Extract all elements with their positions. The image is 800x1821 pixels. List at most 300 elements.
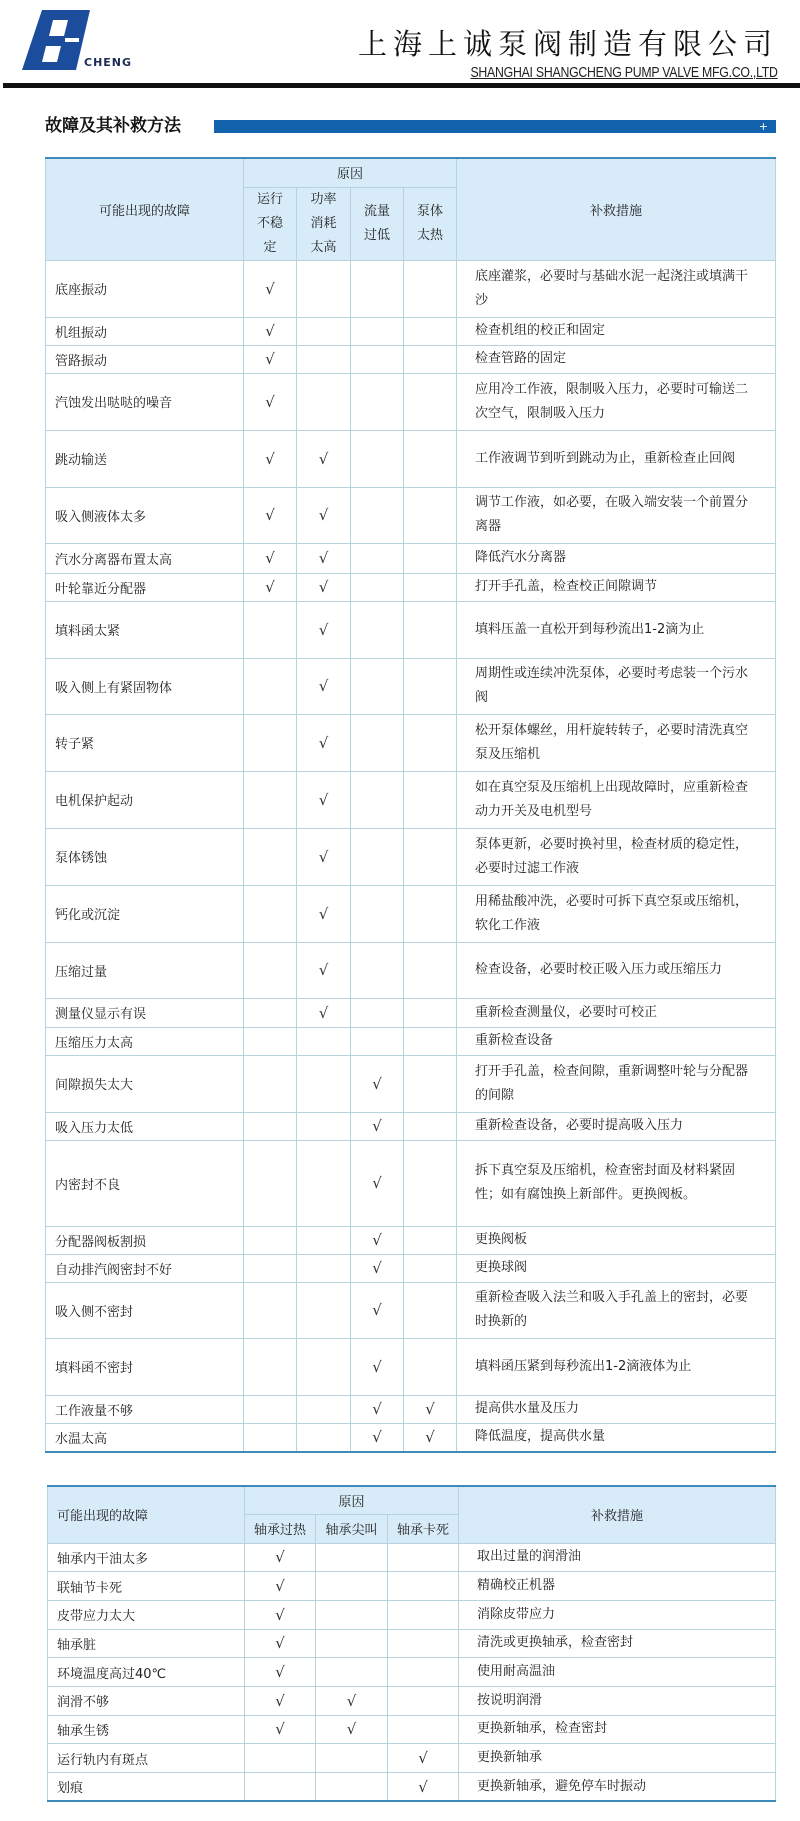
table-row bbox=[46, 1055, 776, 1112]
cause-cell bbox=[351, 1112, 404, 1140]
check-mark-icon: √ bbox=[425, 1400, 435, 1418]
plus-icon: + bbox=[758, 120, 768, 133]
cause-cell bbox=[404, 942, 457, 998]
fault-cell: 轴承生锈 bbox=[48, 1715, 245, 1744]
remedy-cell: 周期性或连续冲洗泵体，必要时考虑装一个污水阀 bbox=[457, 658, 776, 714]
cause-cell bbox=[297, 373, 351, 430]
cause-cell bbox=[245, 1715, 316, 1744]
check-mark-icon: √ bbox=[265, 350, 275, 368]
check-mark-icon: √ bbox=[318, 506, 329, 524]
cause-cell bbox=[351, 601, 404, 658]
cause-cell bbox=[404, 828, 457, 885]
fault-cell: 汽蚀发出哒哒的噪音 bbox=[46, 373, 244, 430]
cause-header-1: 轴承过热 bbox=[245, 1514, 316, 1543]
cause-cell bbox=[244, 317, 297, 345]
cause-cell bbox=[297, 1423, 351, 1452]
fault-cell: 吸入侧上有紧固物体 bbox=[46, 658, 244, 714]
cause-cell bbox=[297, 317, 351, 345]
fault-cell: 内密封不良 bbox=[46, 1140, 244, 1226]
fault-cell: 压缩压力太高 bbox=[46, 1027, 244, 1055]
fault-cell: 分配器阀板割损 bbox=[46, 1226, 244, 1254]
check-mark-icon: √ bbox=[318, 449, 329, 468]
check-mark-icon: √ bbox=[372, 1259, 382, 1277]
remedy-cell: 提高供水量及压力 bbox=[457, 1395, 776, 1423]
cause-cell bbox=[388, 1600, 459, 1629]
check-mark-icon: √ bbox=[275, 1663, 285, 1682]
cause-cell bbox=[351, 998, 404, 1027]
table-row bbox=[46, 1282, 776, 1338]
check-mark-icon: √ bbox=[346, 1691, 357, 1710]
remedy-cell: 重新检查设备，必要时提高吸入压力 bbox=[457, 1112, 776, 1140]
remedy-cell: 使用耐高温油 bbox=[459, 1658, 776, 1687]
cause-cell bbox=[297, 714, 351, 771]
fault-cell: 润滑不够 bbox=[48, 1686, 245, 1715]
cause-cell bbox=[316, 1686, 388, 1715]
cause-cell bbox=[351, 1282, 404, 1338]
table-row bbox=[46, 345, 776, 373]
cause-cell bbox=[244, 942, 297, 998]
check-mark-icon: √ bbox=[318, 961, 329, 979]
cause-cell bbox=[316, 1629, 388, 1658]
remedy-cell: 重新检查设备 bbox=[457, 1027, 776, 1055]
fault-cell: 压缩过量 bbox=[46, 942, 244, 998]
table-row bbox=[48, 1773, 776, 1802]
fault-cell: 间隙损失太大 bbox=[46, 1055, 244, 1112]
fault-column-header: 可能出现的故障 bbox=[48, 1486, 245, 1543]
check-mark-icon: √ bbox=[346, 1720, 357, 1739]
cause-cell bbox=[244, 543, 297, 573]
cause-cell bbox=[404, 1395, 457, 1423]
cause-cell bbox=[297, 942, 351, 998]
cause-cell bbox=[388, 1658, 459, 1687]
table-row bbox=[46, 1027, 776, 1055]
cause-cell bbox=[404, 714, 457, 771]
fault-cell: 运行轨内有斑点 bbox=[48, 1744, 245, 1773]
company-logo bbox=[20, 8, 145, 76]
cause-cell bbox=[297, 1338, 351, 1395]
check-mark-icon: √ bbox=[318, 904, 329, 923]
cause-cell bbox=[244, 345, 297, 373]
table-row bbox=[46, 998, 776, 1027]
check-mark-icon: √ bbox=[372, 1231, 382, 1249]
fault-cell: 跳动输送 bbox=[46, 430, 244, 487]
section-title: 故障及其补救方法 bbox=[45, 116, 181, 136]
table-row bbox=[48, 1600, 776, 1629]
cause-cell bbox=[316, 1773, 388, 1802]
fault-cell: 电机保护起动 bbox=[46, 771, 244, 828]
cause-cell bbox=[404, 601, 457, 658]
cause-cell bbox=[351, 317, 404, 345]
cause-cell bbox=[404, 1112, 457, 1140]
cause-cell bbox=[404, 1140, 457, 1226]
table-row bbox=[46, 1254, 776, 1282]
cause-cell bbox=[297, 487, 351, 543]
cause-cell bbox=[351, 714, 404, 771]
cause-cell bbox=[351, 373, 404, 430]
cause-cell bbox=[388, 1686, 459, 1715]
cause-cell bbox=[351, 430, 404, 487]
cause-cell bbox=[297, 1254, 351, 1282]
fault-cell: 转子紧 bbox=[46, 714, 244, 771]
fault-cell: 工作液量不够 bbox=[46, 1395, 244, 1423]
cause-cell bbox=[351, 1254, 404, 1282]
check-mark-icon: √ bbox=[265, 549, 275, 567]
cause-cell bbox=[351, 885, 404, 942]
remedy-cell: 更换新轴承，检查密封 bbox=[459, 1715, 776, 1744]
fault-column-header: 可能出现的故障 bbox=[46, 158, 244, 260]
check-mark-icon: √ bbox=[418, 1749, 428, 1768]
cause-cell bbox=[351, 1395, 404, 1423]
remedy-cell: 取出过量的润滑油 bbox=[459, 1543, 776, 1572]
remedy-cell: 消除皮带应力 bbox=[459, 1600, 776, 1629]
cause-cell bbox=[404, 998, 457, 1027]
cause-header-3: 流量过低 bbox=[351, 187, 404, 260]
cause-cell bbox=[404, 1055, 457, 1112]
fault-cell: 叶轮靠近分配器 bbox=[46, 573, 244, 601]
cause-cell bbox=[244, 1027, 297, 1055]
check-mark-icon: √ bbox=[318, 677, 329, 695]
cause-cell bbox=[245, 1600, 316, 1629]
logo-mark-icon bbox=[20, 8, 145, 76]
cause-cell bbox=[244, 487, 297, 543]
cause-cell bbox=[404, 543, 457, 573]
cause-cell bbox=[244, 885, 297, 942]
cause-cell bbox=[244, 1395, 297, 1423]
cause-cell bbox=[388, 1744, 459, 1773]
fault-cell: 泵体锈蚀 bbox=[46, 828, 244, 885]
check-mark-icon: √ bbox=[318, 620, 329, 639]
cause-cell bbox=[244, 601, 297, 658]
remedy-cell: 重新检查测量仪，必要时可校正 bbox=[457, 998, 776, 1027]
table-row bbox=[48, 1572, 776, 1601]
cause-cell bbox=[404, 1254, 457, 1282]
table-row bbox=[46, 543, 776, 573]
table-row bbox=[46, 942, 776, 998]
remedy-cell: 用稀盐酸冲洗，必要时可拆下真空泵或压缩机，软化工作液 bbox=[457, 885, 776, 942]
table-row bbox=[48, 1715, 776, 1744]
remedy-column-header: 补救措施 bbox=[457, 158, 776, 260]
cause-header-1: 运行不稳定 bbox=[244, 187, 297, 260]
cause-cell bbox=[404, 573, 457, 601]
table-row bbox=[46, 317, 776, 345]
cause-cell bbox=[297, 543, 351, 573]
remedy-cell: 降低温度，提高供水量 bbox=[457, 1423, 776, 1452]
table-row bbox=[46, 1423, 776, 1452]
cause-cell bbox=[351, 345, 404, 373]
remedy-cell: 打开手孔盖，检查校正间隙调节 bbox=[457, 573, 776, 601]
cause-header-2: 轴承尖叫 bbox=[316, 1514, 388, 1543]
header-divider bbox=[3, 83, 800, 88]
fault-cell: 填料函太紧 bbox=[46, 601, 244, 658]
cause-cell bbox=[351, 1226, 404, 1254]
cause-cell bbox=[351, 771, 404, 828]
fault-table-pump bbox=[45, 157, 776, 1453]
fault-cell: 汽水分离器布置太高 bbox=[46, 543, 244, 573]
remedy-cell: 降低汽水分离器 bbox=[457, 543, 776, 573]
cause-cell bbox=[297, 1140, 351, 1226]
remedy-cell: 更换阀板 bbox=[457, 1226, 776, 1254]
cause-cell bbox=[297, 1055, 351, 1112]
check-mark-icon: √ bbox=[265, 506, 275, 524]
check-mark-icon: √ bbox=[318, 549, 329, 567]
section-title-bar bbox=[214, 120, 776, 133]
remedy-cell: 填料压盖一直松开到每秒流出1-2滴为止 bbox=[457, 601, 776, 658]
table-row bbox=[46, 1226, 776, 1254]
cause-header-4: 泵体太热 bbox=[404, 187, 457, 260]
cause-cell bbox=[244, 714, 297, 771]
cause-cell bbox=[245, 1744, 316, 1773]
cause-cell bbox=[316, 1658, 388, 1687]
fault-cell: 填料函不密封 bbox=[46, 1338, 244, 1395]
cause-cell bbox=[245, 1686, 316, 1715]
table-row bbox=[46, 487, 776, 543]
table-row bbox=[46, 771, 776, 828]
cause-cell bbox=[351, 942, 404, 998]
check-mark-icon: √ bbox=[318, 847, 329, 866]
cause-cell bbox=[388, 1629, 459, 1658]
table-row bbox=[46, 373, 776, 430]
fault-cell: 管路振动 bbox=[46, 345, 244, 373]
cause-cell bbox=[297, 260, 351, 317]
cause-cell bbox=[351, 1338, 404, 1395]
check-mark-icon: √ bbox=[265, 392, 275, 411]
cause-cell bbox=[297, 1027, 351, 1055]
fault-cell: 底座振动 bbox=[46, 260, 244, 317]
fault-table-bearing bbox=[47, 1485, 776, 1802]
check-mark-icon: √ bbox=[318, 790, 329, 809]
cause-cell bbox=[404, 1338, 457, 1395]
cause-header-3: 轴承卡死 bbox=[388, 1514, 459, 1543]
table-row bbox=[48, 1543, 776, 1572]
cause-cell bbox=[404, 487, 457, 543]
check-mark-icon: √ bbox=[275, 1634, 285, 1653]
fault-cell: 轴承脏 bbox=[48, 1629, 245, 1658]
cause-cell bbox=[244, 1055, 297, 1112]
cause-cell bbox=[244, 998, 297, 1027]
check-mark-icon: √ bbox=[418, 1777, 428, 1796]
table-row bbox=[46, 714, 776, 771]
fault-cell: 皮带应力太大 bbox=[48, 1600, 245, 1629]
check-mark-icon: √ bbox=[275, 1691, 285, 1710]
cause-cell bbox=[351, 828, 404, 885]
fault-cell: 自动排汽阀密封不好 bbox=[46, 1254, 244, 1282]
remedy-cell: 更换新轴承 bbox=[459, 1744, 776, 1773]
cause-cell bbox=[244, 260, 297, 317]
cause-cell bbox=[244, 1338, 297, 1395]
cause-cell bbox=[351, 1423, 404, 1452]
remedy-cell: 应用冷工作液，限制吸入压力，必要时可输送二次空气，限制吸入压力 bbox=[457, 373, 776, 430]
cause-cell bbox=[351, 1027, 404, 1055]
table-row bbox=[46, 1395, 776, 1423]
cause-cell bbox=[244, 1112, 297, 1140]
remedy-cell: 检查机组的校正和固定 bbox=[457, 317, 776, 345]
cause-cell bbox=[316, 1543, 388, 1572]
check-mark-icon: √ bbox=[265, 279, 275, 298]
cause-cell bbox=[245, 1658, 316, 1687]
remedy-cell: 按说明润滑 bbox=[459, 1686, 776, 1715]
fault-cell: 联轴节卡死 bbox=[48, 1572, 245, 1601]
cause-cell bbox=[297, 658, 351, 714]
table-row bbox=[46, 260, 776, 317]
table-row bbox=[46, 573, 776, 601]
check-mark-icon: √ bbox=[275, 1720, 285, 1739]
cause-cell bbox=[316, 1600, 388, 1629]
cause-cell bbox=[388, 1543, 459, 1572]
cause-cell bbox=[404, 658, 457, 714]
fault-cell: 机组振动 bbox=[46, 317, 244, 345]
cause-cell bbox=[297, 771, 351, 828]
cause-cell bbox=[316, 1572, 388, 1601]
remedy-cell: 底座灌浆，必要时与基础水泥一起浇注或填满干沙 bbox=[457, 260, 776, 317]
check-mark-icon: √ bbox=[372, 1428, 382, 1447]
table-row bbox=[48, 1629, 776, 1658]
remedy-cell: 更换球阀 bbox=[457, 1254, 776, 1282]
cause-cell bbox=[244, 373, 297, 430]
table-row bbox=[48, 1744, 776, 1773]
fault-cell: 测量仪显示有误 bbox=[46, 998, 244, 1027]
remedy-cell: 拆下真空泵及压缩机，检查密封面及材料紧固性；如有腐蚀换上新部件。更换阀板。 bbox=[457, 1140, 776, 1226]
cause-cell bbox=[388, 1572, 459, 1601]
check-mark-icon: √ bbox=[265, 322, 275, 340]
remedy-cell: 打开手孔盖，检查间隙，重新调整叶轮与分配器的间隙 bbox=[457, 1055, 776, 1112]
company-name-en: SHANGHAI SHANGCHENG PUMP VALVE MFG.CO.,LTD bbox=[470, 64, 778, 81]
cause-cell bbox=[244, 658, 297, 714]
fault-cell: 划痕 bbox=[48, 1773, 245, 1802]
cause-cell bbox=[297, 430, 351, 487]
check-mark-icon: √ bbox=[372, 1174, 382, 1192]
check-mark-icon: √ bbox=[265, 449, 275, 468]
cause-cell bbox=[297, 998, 351, 1027]
cause-cell bbox=[297, 345, 351, 373]
cause-cell bbox=[351, 573, 404, 601]
cause-cell bbox=[351, 1140, 404, 1226]
check-mark-icon: √ bbox=[372, 1117, 382, 1135]
cause-cell bbox=[244, 573, 297, 601]
table-row bbox=[46, 1140, 776, 1226]
cause-cell bbox=[244, 430, 297, 487]
cause-cell bbox=[404, 373, 457, 430]
cause-cell bbox=[244, 1423, 297, 1452]
cause-column-header: 原因 bbox=[244, 158, 457, 187]
cause-cell bbox=[245, 1773, 316, 1802]
table-row bbox=[46, 885, 776, 942]
remedy-cell: 泵体更新，必要时换衬里，检查材质的稳定性，必要时过滤工作液 bbox=[457, 828, 776, 885]
svg-text:CHENG: CHENG bbox=[84, 56, 133, 69]
check-mark-icon: √ bbox=[275, 1577, 285, 1596]
remedy-cell: 检查管路的固定 bbox=[457, 345, 776, 373]
cause-cell bbox=[244, 828, 297, 885]
check-mark-icon: √ bbox=[318, 1003, 329, 1022]
fault-cell: 吸入侧不密封 bbox=[46, 1282, 244, 1338]
check-mark-icon: √ bbox=[372, 1301, 382, 1319]
cause-cell bbox=[316, 1715, 388, 1744]
cause-cell bbox=[316, 1744, 388, 1773]
remedy-cell: 重新检查吸入法兰和吸入手孔盖上的密封，必要时换新的 bbox=[457, 1282, 776, 1338]
fault-cell: 轴承内干油太多 bbox=[48, 1543, 245, 1572]
check-mark-icon: √ bbox=[318, 578, 329, 596]
remedy-cell: 工作液调节到听到跳动为止，重新检查止回阀 bbox=[457, 430, 776, 487]
table-row bbox=[46, 430, 776, 487]
cause-cell bbox=[351, 487, 404, 543]
cause-cell bbox=[297, 1226, 351, 1254]
table-row bbox=[46, 828, 776, 885]
remedy-cell: 检查设备，必要时校正吸入压力或压缩压力 bbox=[457, 942, 776, 998]
cause-cell bbox=[404, 771, 457, 828]
cause-cell bbox=[404, 885, 457, 942]
fault-cell: 水温太高 bbox=[46, 1423, 244, 1452]
fault-cell: 环境温度高过40℃ bbox=[48, 1658, 245, 1687]
cause-header-2: 功率消耗太高 bbox=[297, 187, 351, 260]
cause-cell bbox=[244, 771, 297, 828]
cause-cell bbox=[297, 885, 351, 942]
cause-cell bbox=[245, 1543, 316, 1572]
cause-cell bbox=[404, 1282, 457, 1338]
company-name-cn: 上海上诚泵阀制造有限公司 bbox=[357, 29, 778, 61]
cause-cell bbox=[404, 1423, 457, 1452]
cause-cell bbox=[404, 430, 457, 487]
cause-cell bbox=[351, 543, 404, 573]
check-mark-icon: √ bbox=[372, 1400, 382, 1418]
remedy-cell: 精确校正机器 bbox=[459, 1572, 776, 1601]
table-row bbox=[46, 1112, 776, 1140]
cause-cell bbox=[244, 1140, 297, 1226]
check-mark-icon: √ bbox=[265, 578, 275, 596]
fault-cell: 吸入压力太低 bbox=[46, 1112, 244, 1140]
table-row bbox=[48, 1686, 776, 1715]
remedy-cell: 调节工作液，如必要，在吸入端安装一个前置分离器 bbox=[457, 487, 776, 543]
table-row bbox=[46, 658, 776, 714]
check-mark-icon: √ bbox=[275, 1605, 285, 1624]
cause-cell bbox=[404, 317, 457, 345]
cause-cell bbox=[297, 601, 351, 658]
remedy-cell: 松开泵体螺丝，用杆旋转转子，必要时清洗真空泵及压缩机 bbox=[457, 714, 776, 771]
cause-cell bbox=[297, 828, 351, 885]
fault-cell: 吸入侧液体太多 bbox=[46, 487, 244, 543]
cause-cell bbox=[404, 260, 457, 317]
cause-cell bbox=[351, 260, 404, 317]
cause-cell bbox=[244, 1254, 297, 1282]
cause-cell bbox=[244, 1226, 297, 1254]
check-mark-icon: √ bbox=[372, 1357, 382, 1376]
cause-column-header: 原因 bbox=[245, 1486, 459, 1514]
cause-cell bbox=[245, 1572, 316, 1601]
cause-cell bbox=[297, 573, 351, 601]
fault-cell: 钙化或沉淀 bbox=[46, 885, 244, 942]
cause-cell bbox=[297, 1112, 351, 1140]
cause-cell bbox=[351, 1055, 404, 1112]
check-mark-icon: √ bbox=[372, 1074, 382, 1093]
table-row bbox=[48, 1658, 776, 1687]
cause-cell bbox=[351, 658, 404, 714]
remedy-column-header: 补救措施 bbox=[459, 1486, 776, 1543]
table-row bbox=[46, 1338, 776, 1395]
cause-cell bbox=[297, 1395, 351, 1423]
remedy-cell: 清洗或更换轴承，检查密封 bbox=[459, 1629, 776, 1658]
table-row bbox=[46, 601, 776, 658]
cause-cell bbox=[388, 1715, 459, 1744]
check-mark-icon: √ bbox=[425, 1428, 435, 1447]
remedy-cell: 更换新轴承，避免停车时振动 bbox=[459, 1773, 776, 1802]
cause-cell bbox=[388, 1773, 459, 1802]
cause-cell bbox=[404, 345, 457, 373]
check-mark-icon: √ bbox=[275, 1548, 285, 1567]
cause-cell bbox=[404, 1226, 457, 1254]
cause-cell bbox=[404, 1027, 457, 1055]
remedy-cell: 如在真空泵及压缩机上出现故障时，应重新检查动力开关及电机型号 bbox=[457, 771, 776, 828]
cause-cell bbox=[297, 1282, 351, 1338]
cause-cell bbox=[245, 1629, 316, 1658]
cause-cell bbox=[244, 1282, 297, 1338]
